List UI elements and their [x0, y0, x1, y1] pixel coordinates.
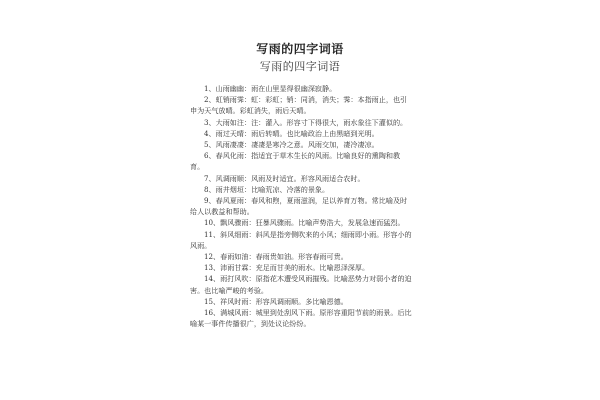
entry-item: 11、斜风细雨：斜风是指旁侧吹来的小风；细雨即小雨。形容小的风雨。: [190, 229, 412, 250]
entry-item: 7、风调雨顺：风雨及时适宜。形容风雨适合农时。: [204, 173, 365, 183]
document-subtitle: 写雨的四字词语: [259, 60, 341, 73]
entry-item: 9、春风夏雨：春风和煦，夏雨滋润，足以养育万物。常比喻及时给人以教益和帮助。: [190, 196, 408, 217]
entry-item: 5、风雨凄凄：凄凄是寒冷之意。风雨交加，凄冷凄凉。: [204, 140, 379, 150]
entry-item: 8、雨井烟垣：比喻荒凉、冷落的景象。: [204, 184, 330, 194]
document-title: 写雨的四字词语: [256, 42, 344, 56]
entry-item: 1、山雨幽幽：雨在山里显得很幽深寂静。: [204, 84, 337, 93]
entry-item: 4、雨过天晴：雨后转晴。也比喻政治上由黑暗到光明。: [204, 128, 379, 138]
entry-item: 14、雨打风吹：原指花木遭受风雨摧残。比喻恶势力对弱小者的迫害。也比喻严峻的考验。: [190, 274, 412, 295]
entry-item: 12、春雨如油：春雨贵如油。形容春雨可贵。: [204, 252, 348, 262]
entry-item: 10、飘风骤雨：狂暴风骤雨。比喻声势浩大，发展急速而猛烈。: [204, 218, 405, 228]
entry-item: 2、虹销雨霁：虹：彩虹；销：同消，消失；霁：本指雨止，也引申为天气放晴。彩虹消失，雨后天晴。: [190, 95, 408, 116]
entry-item: 6、春风化雨：指适宜于草木生长的风雨。比喻良好的熏陶和教育。: [190, 151, 401, 172]
entry-item: 3、大雨如注：注：灌入。形容寸下得很大，雨水象往下灌似的。: [204, 117, 408, 127]
entry-item: 16、满城风雨：城里到处刮风下雨。原形容重阳节前的雨景。后比喻某一事件传播很广，到处议论纷纷。: [190, 308, 412, 329]
entry-item: 13、沛雨甘霖：充足而甘美的雨水。比喻恩泽深厚。: [204, 263, 370, 273]
entry-item: 15、祥风时雨：形容风调雨顺。多比喻恩德。: [204, 296, 348, 306]
document-body: [190, 83, 412, 329]
